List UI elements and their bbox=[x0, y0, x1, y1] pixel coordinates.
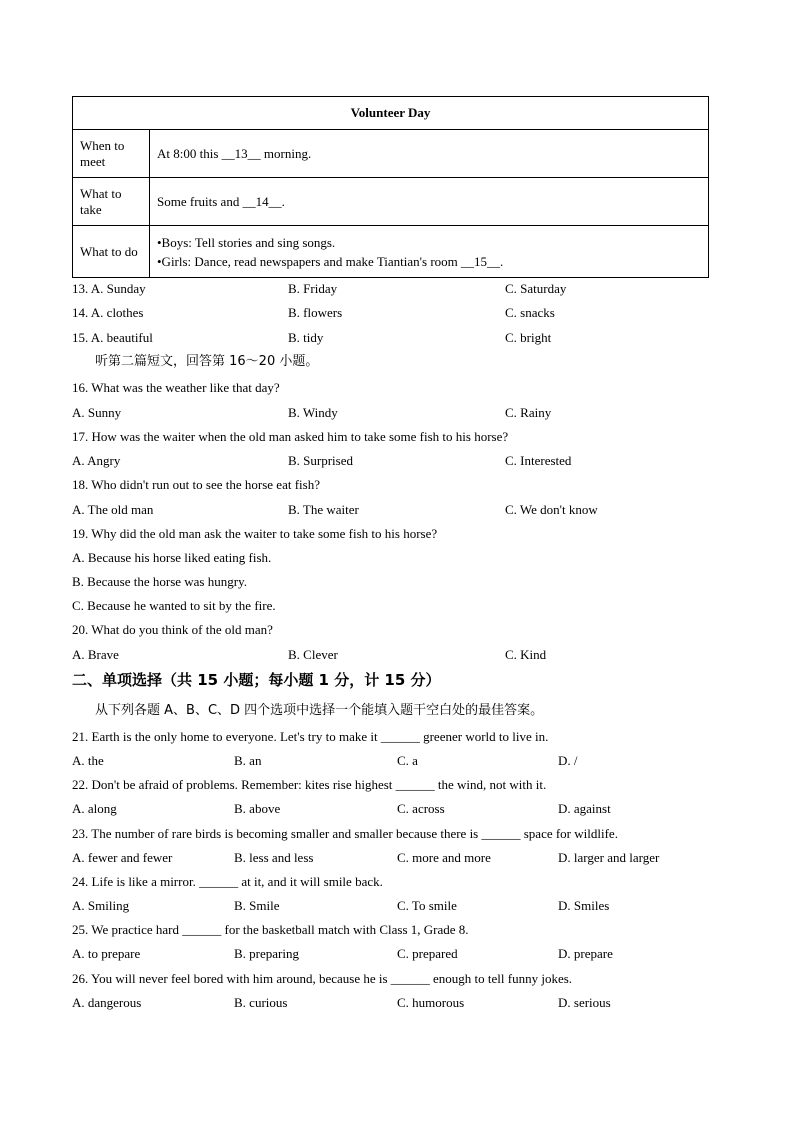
q24-stem: 24. Life is like a mirror. ______ at it, and it will smile back. bbox=[72, 874, 383, 889]
q14-option-c: C. snacks bbox=[505, 305, 555, 320]
q19-option-a: A. Because his horse liked eating fish. bbox=[72, 550, 272, 565]
q20-stem: 20. What do you think of the old man? bbox=[72, 622, 273, 637]
row-content-what-do bbox=[150, 226, 709, 278]
passage2-instruction: 听第二篇短文，回答第 16～20 小题。 bbox=[95, 354, 319, 369]
q21-option-c: C. a bbox=[397, 753, 418, 768]
q19-option-b: B. Because the horse was hungry. bbox=[72, 574, 247, 589]
table-title: Volunteer Day bbox=[73, 97, 709, 130]
q17-stem: 17. How was the waiter when the old man asked him to take some fish to his horse? bbox=[72, 429, 509, 444]
q25-option-b: B. preparing bbox=[234, 946, 299, 961]
q24-option-c: C. To smile bbox=[397, 898, 457, 913]
q13-option-c: C. Saturday bbox=[505, 281, 567, 296]
q24-option-a: A. Smiling bbox=[72, 898, 130, 913]
q13-option-b: B. Friday bbox=[288, 281, 338, 296]
row-content-what-take: Some fruits and __14__. bbox=[150, 178, 709, 226]
q21-option-a: A. the bbox=[72, 753, 104, 768]
q23-option-d: D. larger and larger bbox=[558, 850, 660, 865]
q21-stem: 21. Earth is the only home to everyone. Let's try to make it ______ greener world to live in. bbox=[72, 729, 549, 744]
q15-option-b: B. tidy bbox=[288, 330, 324, 345]
q26-option-c: C. humorous bbox=[397, 995, 465, 1010]
q23-option-c: C. more and more bbox=[397, 850, 491, 865]
q16-option-a: A. Sunny bbox=[72, 405, 122, 420]
q25-option-d: D. prepare bbox=[558, 946, 613, 961]
row-label-what-take: What to take bbox=[73, 178, 150, 226]
q18-option-c: C. We don't know bbox=[505, 502, 598, 517]
q17-option-b: B. Surprised bbox=[288, 453, 353, 468]
q21-option-b: B. an bbox=[234, 753, 262, 768]
girls-line: •Girls: Dance, read newspapers and make Tiantian's room __15__. bbox=[157, 253, 504, 269]
q19-stem: 19. Why did the old man ask the waiter to take some fish to his horse? bbox=[72, 526, 438, 541]
section2-title: 二、单项选择（共 15 小题；每小题 1 分，计 15 分） bbox=[72, 671, 441, 689]
q16-option-c: C. Rainy bbox=[505, 405, 552, 420]
q13-option-a: 13. A. Sunday bbox=[72, 281, 146, 296]
q26-stem: 26. You will never feel bored with him around, because he is ______ enough to tell funny jokes. bbox=[72, 971, 573, 986]
row-label-when: When to meet bbox=[73, 130, 150, 178]
q23-stem: 23. The number of rare birds is becoming smaller and smaller because there is ______ space for wildlife. bbox=[72, 826, 618, 841]
row-label-what-do: What to do bbox=[73, 226, 150, 278]
q25-option-c: C. prepared bbox=[397, 946, 458, 961]
q26-option-d: D. serious bbox=[558, 995, 611, 1010]
q22-option-b: B. above bbox=[234, 801, 281, 816]
q24-option-b: B. Smile bbox=[234, 898, 280, 913]
q23-option-a: A. fewer and fewer bbox=[72, 850, 173, 865]
q17-option-c: C. Interested bbox=[505, 453, 572, 468]
q20-option-c: C. Kind bbox=[505, 647, 547, 662]
q20-option-b: B. Clever bbox=[288, 647, 338, 662]
q22-option-d: D. against bbox=[558, 801, 611, 816]
q26-option-a: A. dangerous bbox=[72, 995, 142, 1010]
q18-stem: 18. Who didn't run out to see the horse eat fish? bbox=[72, 477, 320, 492]
q15-option-a: 15. A. beautiful bbox=[72, 330, 153, 345]
q19-option-c: C. Because he wanted to sit by the fire. bbox=[72, 598, 276, 613]
boys-line: •Boys: Tell stories and sing songs. bbox=[157, 234, 336, 250]
q18-option-a: A. The old man bbox=[72, 502, 154, 517]
q18-option-b: B. The waiter bbox=[288, 502, 359, 517]
q23-option-b: B. less and less bbox=[234, 850, 314, 865]
q22-stem: 22. Don't be afraid of problems. Remember: kites rise highest ______ the wind, not with it. bbox=[72, 777, 547, 792]
q22-option-c: C. across bbox=[397, 801, 445, 816]
q16-stem: 16. What was the weather like that day? bbox=[72, 380, 280, 395]
q17-option-a: A. Angry bbox=[72, 453, 121, 468]
volunteer-day-table bbox=[72, 96, 709, 278]
q25-option-a: A. to prepare bbox=[72, 946, 141, 961]
section2-instruction: 从下列各题 A、B、C、D 四个选项中选择一个能填入题干空白处的最佳答案。 bbox=[95, 703, 544, 718]
q22-option-a: A. along bbox=[72, 801, 117, 816]
q20-option-a: A. Brave bbox=[72, 647, 119, 662]
q15-option-c: C. bright bbox=[505, 330, 552, 345]
q26-option-b: B. curious bbox=[234, 995, 288, 1010]
q24-option-d: D. Smiles bbox=[558, 898, 610, 913]
row-content-when: At 8:00 this __13__ morning. bbox=[150, 130, 709, 178]
q21-option-d: D. / bbox=[558, 753, 578, 768]
q25-stem: 25. We practice hard ______ for the basketball match with Class 1, Grade 8. bbox=[72, 922, 469, 937]
q16-option-b: B. Windy bbox=[288, 405, 338, 420]
q14-option-b: B. flowers bbox=[288, 305, 343, 320]
q14-option-a: 14. A. clothes bbox=[72, 305, 144, 320]
